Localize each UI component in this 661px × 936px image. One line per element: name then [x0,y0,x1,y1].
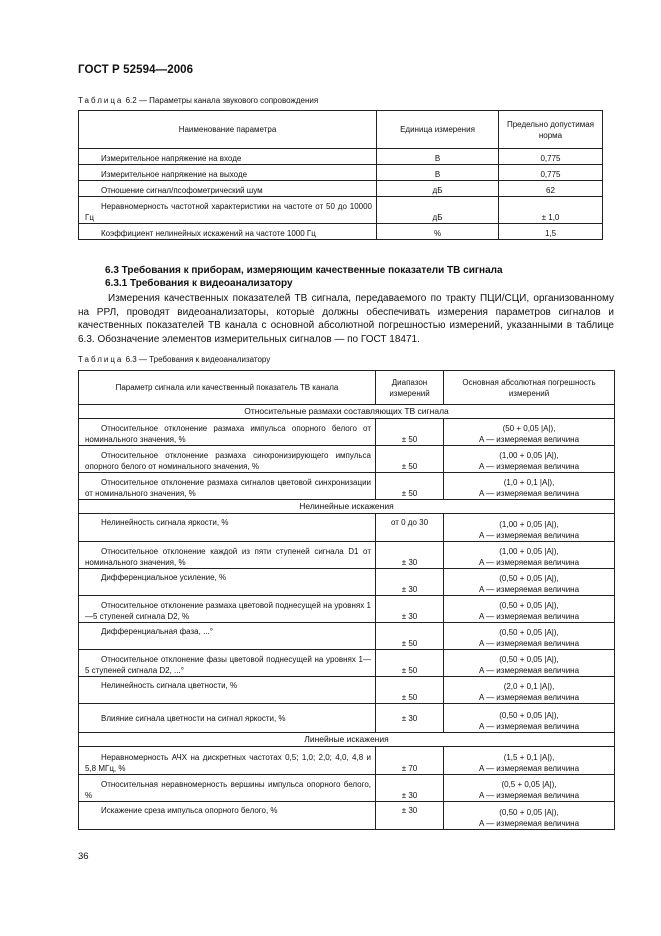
unit-cell: % [377,224,499,240]
error-note: A — измеряемая величина [478,531,580,540]
range-cell: ± 50 [376,419,444,446]
unit-cell: В [377,165,499,181]
document-header: ГОСТ Р 52594—2006 [78,64,194,76]
param-cell: Относительное отклонение размаха цветовой поднесущей на уровнях 1—5 ступеней сигнала D2, % [79,596,376,623]
caption-text: 6.2 — Параметры канала звукового сопровождения [125,96,319,105]
param-cell: Относительное отклонение каждой из пяти ступеней сигнала D1 от номинального значения, % [79,542,376,569]
error-formula: (50 + 0,05 |A|), [502,424,556,433]
param-cell: Коэффициент нелинейных искажений на частоте 1000 Гц [79,224,377,240]
norm-cell: ± 1,0 [499,197,603,224]
section-row: Относительные размахи составляющих ТВ сигнала [79,405,615,419]
table-6-3 [78,370,615,830]
table-row [79,747,615,775]
range-cell: ± 30 [376,802,444,830]
error-formula: (0,5 + 0,05 |A|), [501,780,557,789]
error-formula: (1,00 + 0,05 |A|), [499,547,559,556]
error-cell [444,747,615,775]
range-cell: ± 30 [376,775,444,802]
unit-cell: дБ [377,181,499,197]
error-formula: (0,50 + 0,05 |A|), [499,601,559,610]
param-cell: Влияние сигнала цветности на сигнал яркости, % [79,704,376,733]
error-cell [444,677,615,704]
caption-word: Таблица [78,355,124,364]
error-formula: (0,50 + 0,05 |A|), [499,574,559,583]
range-cell: ± 50 [376,623,444,650]
norm-cell: 0,775 [499,149,603,165]
column-header: Параметр сигнала или качественный показатель ТВ канала [79,371,376,405]
error-formula: (1,0 + 0,1 |A|), [503,478,555,487]
param-cell: Измерительное напряжение на выходе [79,165,377,181]
section-row: Нелинейные искажения [79,500,615,514]
error-formula: (1,5 + 0,1 |A|), [503,753,555,762]
error-formula: (1,00 + 0,05 |A|), [499,520,559,529]
param-cell: Относительное отклонение размаха импульса опорного белого от номинального значения, % [79,419,376,446]
param-cell: Относительное отклонение размаха синхронизирующего импульса опорного белого от номинального значения, % [79,446,376,473]
table-row [79,569,615,596]
table-row [79,446,615,473]
range-cell: ± 50 [376,677,444,704]
caption-word: Таблица [78,96,124,105]
error-cell [444,569,615,596]
error-note: A — измеряемая величина [478,489,580,498]
error-note: A — измеряемая величина [478,666,580,675]
column-header: Наименование параметра [79,111,377,149]
error-cell [444,542,615,569]
param-cell: Неравномерность АЧХ на дискретных частотах 0,5; 1,0; 2,0; 4,0, 4,8 и 5,8 МГц, % [79,747,376,775]
error-cell [444,775,615,802]
error-note: A — измеряемая величина [478,585,580,594]
table-6-3-caption [78,355,270,364]
paragraph-text: Измерения качественных показателей ТВ сигнала, передаваемого по тракту ПЦИ/СЦИ, организованному на РРЛ, проводят видеоанализаторы, которые должны обеспечивать измерения параметров сигналов и качественных показателей ТВ канала с основной абсолютной погрешностью измерений, указанными в таблице 6.3. Обозначение элементов измерительных сигналов — по ГОСТ 18471. [78,293,614,345]
range-cell: ± 50 [376,650,444,677]
range-cell: ± 50 [376,446,444,473]
table-6-2-caption [78,96,318,105]
table-row [79,224,603,240]
table-row [79,419,615,446]
error-cell [444,650,615,677]
table-row [79,677,615,704]
table-row [79,542,615,569]
page-number: 36 [78,851,89,862]
param-cell: Дифференциальная фаза, ...° [79,623,376,650]
error-cell [444,596,615,623]
table-row [79,596,615,623]
error-formula: (0,50 + 0,05 |A|), [499,808,559,817]
table-row [79,473,615,500]
range-cell: от 0 до 30 [376,514,444,542]
table-row [79,197,603,224]
error-note: A — измеряемая величина [478,722,580,731]
column-header: Единица измерения [377,111,499,149]
table-row [79,623,615,650]
range-cell: ± 30 [376,596,444,623]
unit-cell: дБ [377,197,499,224]
error-note: A — измеряемая величина [478,462,580,471]
param-cell: Нелинейность сигнала цветности, % [79,677,376,704]
error-cell [444,802,615,830]
range-cell: ± 30 [376,569,444,596]
error-note: A — измеряемая величина [478,764,580,773]
param-cell: Относительное отклонение фазы цветовой поднесущей на уровнях 1—5 ступеней сигнала D2, ...° [79,650,376,677]
error-note: A — измеряемая величина [478,639,580,648]
error-formula: (1,00 + 0,05 |A|), [499,451,559,460]
error-cell [444,446,615,473]
column-header: Диапазон измерений [376,371,444,405]
column-header: Основная абсолютная погрешность измерений [444,371,615,405]
error-note: A — измеряемая величина [478,791,580,800]
table-6-2 [78,110,603,240]
norm-cell: 1,5 [499,224,603,240]
table-row [79,704,615,733]
param-cell: Дифференциальное усиление, % [79,569,376,596]
subsection-heading: 6.3.1 Требования к видеоанализатору [105,278,293,289]
param-cell: Искажение среза импульса опорного белого, % [79,802,376,830]
param-cell: Нелинейность сигнала яркости, % [79,514,376,542]
error-note: A — измеряемая величина [478,612,580,621]
param-cell: Отношение сигнал/псофометрический шум [79,181,377,197]
range-cell: ± 50 [376,473,444,500]
table-row [79,165,603,181]
error-note: A — измеряемая величина [478,693,580,702]
section-heading: 6.3 Требования к приборам, измеряющим качественные показатели ТВ сигнала [105,265,503,276]
error-cell [444,419,615,446]
table-row [79,514,615,542]
table-row [79,181,603,197]
range-cell: ± 30 [376,542,444,569]
caption-text: 6.3 — Требования к видеоанализатору [125,355,271,364]
norm-cell: 0,775 [499,165,603,181]
norm-cell: 62 [499,181,603,197]
error-note: A — измеряемая величина [478,558,580,567]
error-cell [444,514,615,542]
range-cell: ± 70 [376,747,444,775]
table-row [79,650,615,677]
error-note: A — измеряемая величина [478,435,580,444]
error-formula: (2,0 + 0,1 |A|), [503,682,555,691]
error-cell [444,623,615,650]
column-header: Предельно допустимая норма [499,111,603,149]
param-cell: Относительное отклонение размаха сигналов цветовой синхронизации от номинального значения, % [79,473,376,500]
section-paragraph [78,292,614,346]
param-cell: Измерительное напряжение на входе [79,149,377,165]
table-row [79,149,603,165]
param-cell: Неравномерность частотной характеристики на частоте от 50 до 10000 Гц [79,197,377,224]
section-row: Линейные искажения [79,733,615,747]
range-cell: ± 30 [376,704,444,733]
error-cell [444,473,615,500]
unit-cell: В [377,149,499,165]
error-formula: (0,50 + 0,05 |A|), [499,655,559,664]
table-row [79,775,615,802]
error-formula: (0,50 + 0,05 |A|), [499,711,559,720]
param-cell: Относительная неравномерность вершины импульса опорного белого, % [79,775,376,802]
table-row [79,802,615,830]
error-note: A — измеряемая величина [478,819,580,828]
error-cell [444,704,615,733]
error-formula: (0,50 + 0,05 |A|), [499,628,559,637]
